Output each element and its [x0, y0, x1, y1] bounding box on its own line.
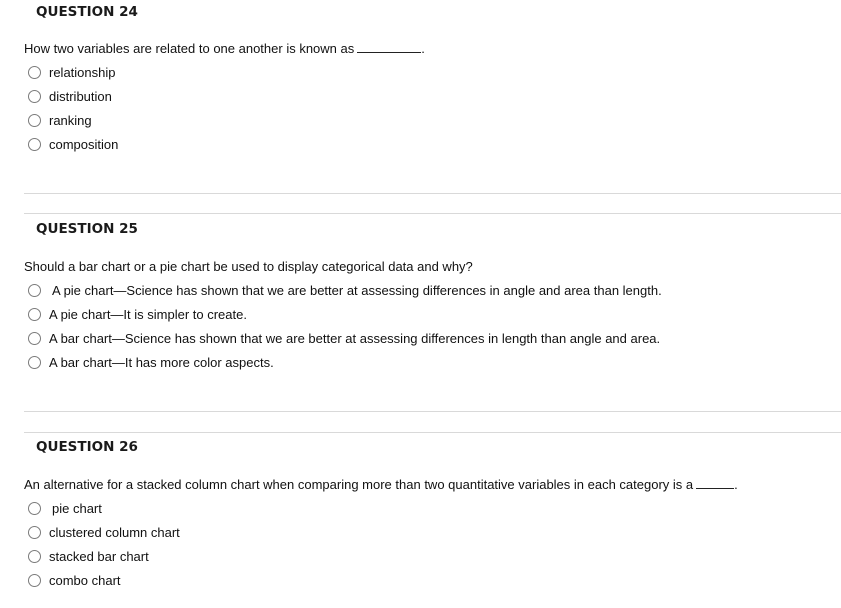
question-title: QUESTION 26 [36, 439, 138, 455]
option-bar-chart-science[interactable] [28, 330, 660, 346]
radio-button[interactable] [28, 284, 41, 297]
option-label: distribution [49, 88, 112, 104]
question-title: QUESTION 25 [36, 221, 138, 237]
question-prompt: Should a bar chart or a pie chart be used to display categorical data and why? [24, 259, 473, 274]
option-label: ranking [49, 112, 92, 128]
option-pie-chart-simpler[interactable] [28, 306, 247, 322]
divider [24, 411, 841, 412]
option-label: composition [49, 136, 119, 152]
option-ranking[interactable] [28, 112, 92, 128]
option-label: A bar chart—It has more color aspects. [49, 354, 274, 370]
prompt-end: . [734, 477, 738, 492]
option-label: relationship [49, 64, 116, 80]
option-clustered-column-chart[interactable] [28, 524, 180, 540]
answer-blank [696, 487, 734, 489]
option-label: A pie chart—Science has shown that we are better at assessing differences in angle and area than length. [52, 282, 662, 298]
radio-button[interactable] [28, 114, 41, 127]
radio-button[interactable] [28, 66, 41, 79]
option-label: A bar chart—Science has shown that we are better at assessing differences in length than angle and area. [49, 330, 661, 346]
option-bar-chart-color[interactable] [28, 354, 274, 370]
answer-blank [357, 51, 421, 53]
prompt-text: How two variables are related to one another is known as [24, 41, 355, 56]
option-stacked-bar-chart[interactable] [28, 548, 149, 564]
radio-button[interactable] [28, 502, 41, 515]
option-relationship[interactable] [28, 64, 116, 80]
radio-button[interactable] [28, 356, 41, 369]
radio-button[interactable] [28, 308, 41, 321]
option-composition[interactable] [28, 136, 118, 152]
radio-button[interactable] [28, 574, 41, 587]
question-prompt [24, 41, 425, 56]
option-distribution[interactable] [28, 88, 112, 104]
radio-button[interactable] [28, 526, 41, 539]
radio-button[interactable] [28, 332, 41, 345]
divider [24, 213, 841, 214]
option-pie-chart-science[interactable] [28, 282, 662, 298]
divider [24, 432, 841, 433]
prompt-end: . [421, 41, 425, 56]
option-label: combo chart [49, 572, 121, 588]
option-pie-chart[interactable] [28, 500, 102, 516]
option-label: A pie chart—It is simpler to create. [49, 306, 247, 322]
option-label: pie chart [52, 500, 102, 516]
divider [24, 193, 841, 194]
prompt-text: An alternative for a stacked column chart when comparing more than two quantitative variables in each category is a [24, 477, 694, 492]
radio-button[interactable] [28, 550, 41, 563]
option-label: clustered column chart [49, 524, 180, 540]
radio-button[interactable] [28, 90, 41, 103]
option-combo-chart[interactable] [28, 572, 121, 588]
question-prompt [24, 477, 738, 492]
question-title: QUESTION 24 [36, 4, 138, 20]
option-label: stacked bar chart [49, 548, 149, 564]
radio-button[interactable] [28, 138, 41, 151]
